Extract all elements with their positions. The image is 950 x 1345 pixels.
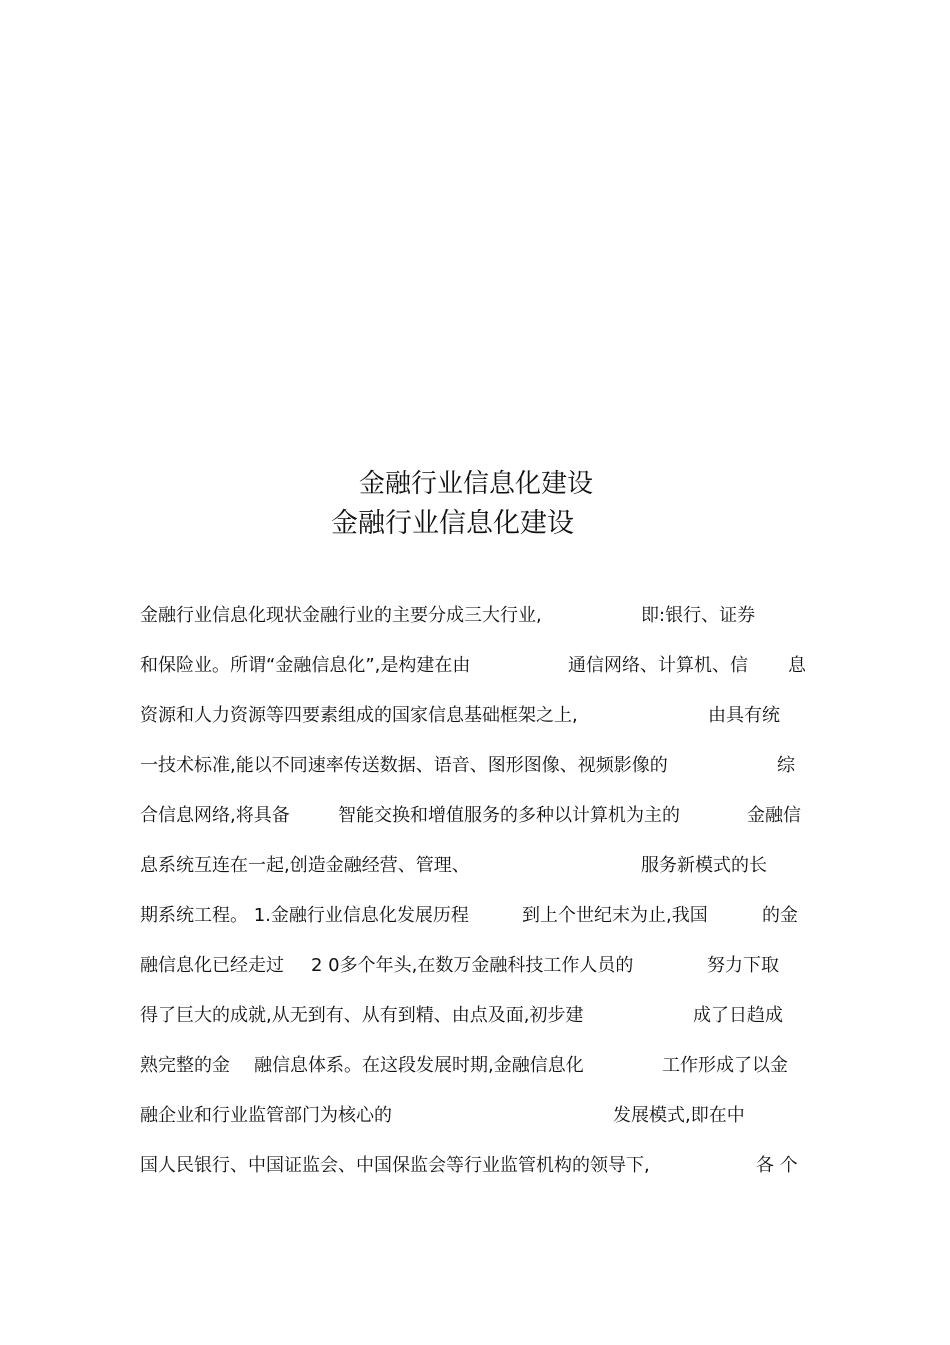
text-line-5 [140,804,810,828]
text-line-9 [140,1004,810,1028]
text-segment: 2 0多个年头,在数万金融科技工作人员的 [311,955,634,976]
text-segment: 通信网络、计算机、信 [568,655,748,676]
text-segment: 国人民银行、中国证监会、中国保监会等行业监管机构的领导下, [140,1155,650,1176]
text-segment: 息 [788,655,806,676]
text-segment: 资源和人力资源等四要素组成的国家信息基础框架之上, [140,705,578,726]
text-segment: 金融信 [747,805,801,826]
text-segment: 智能交换和增值服务的多种以计算机为主的 [338,805,680,826]
text-line-12 [140,1154,810,1178]
text-line-6 [140,854,810,878]
text-segment: 工作形成了以金 [662,1055,788,1076]
text-line-7 [140,904,810,928]
document-title-repeat: 金融行业信息化建设 [331,508,574,539]
text-segment: 成了日趋成 [693,1005,783,1026]
text-segment: 金融行业信息化现状金融行业的主要分成三大行业, [140,605,542,626]
text-segment: 发展模式,即在中 [613,1105,745,1126]
text-segment: 熟完整的金 [140,1055,230,1076]
document-title: 金融行业信息化建设 [359,469,594,499]
text-segment: 服务新模式的长 [641,855,767,876]
text-segment: 期系统工程。 1.金融行业信息化发展历程 [140,905,469,926]
text-line-2 [140,654,810,678]
text-segment: 由具有统 [708,705,780,726]
text-segment: 努力下取 [707,955,779,976]
text-segment: 各 个 [756,1155,798,1176]
text-segment: 息系统互连在一起,创造金融经营、管理、 [140,855,470,876]
text-segment: 和保险业。所谓“金融信息化”,是构建在由 [140,655,471,676]
text-segment: 融信息化已经走过 [140,955,284,976]
text-line-1 [140,604,810,628]
text-line-3 [140,704,810,728]
text-segment: 即:银行、证券 [641,605,756,626]
text-line-8 [140,954,810,978]
text-line-10 [140,1054,810,1078]
text-segment: 到上个世纪末为止,我国 [522,905,708,926]
text-segment: 一技术标准,能以不同速率传送数据、语音、图形图像、视频影像的 [140,755,668,776]
text-line-4 [140,754,810,778]
text-segment: 得了巨大的成就,从无到有、从有到精、由点及面,初步建 [140,1005,584,1026]
text-segment: 合信息网络,将具备 [140,805,290,826]
text-segment: 综 [777,755,795,776]
text-segment: 融企业和行业监管部门为核心的 [140,1105,392,1126]
text-segment: 的金 [762,905,798,926]
text-segment: 融信息体系。在这段发展时期,金融信息化 [254,1055,584,1076]
text-line-11 [140,1104,810,1128]
